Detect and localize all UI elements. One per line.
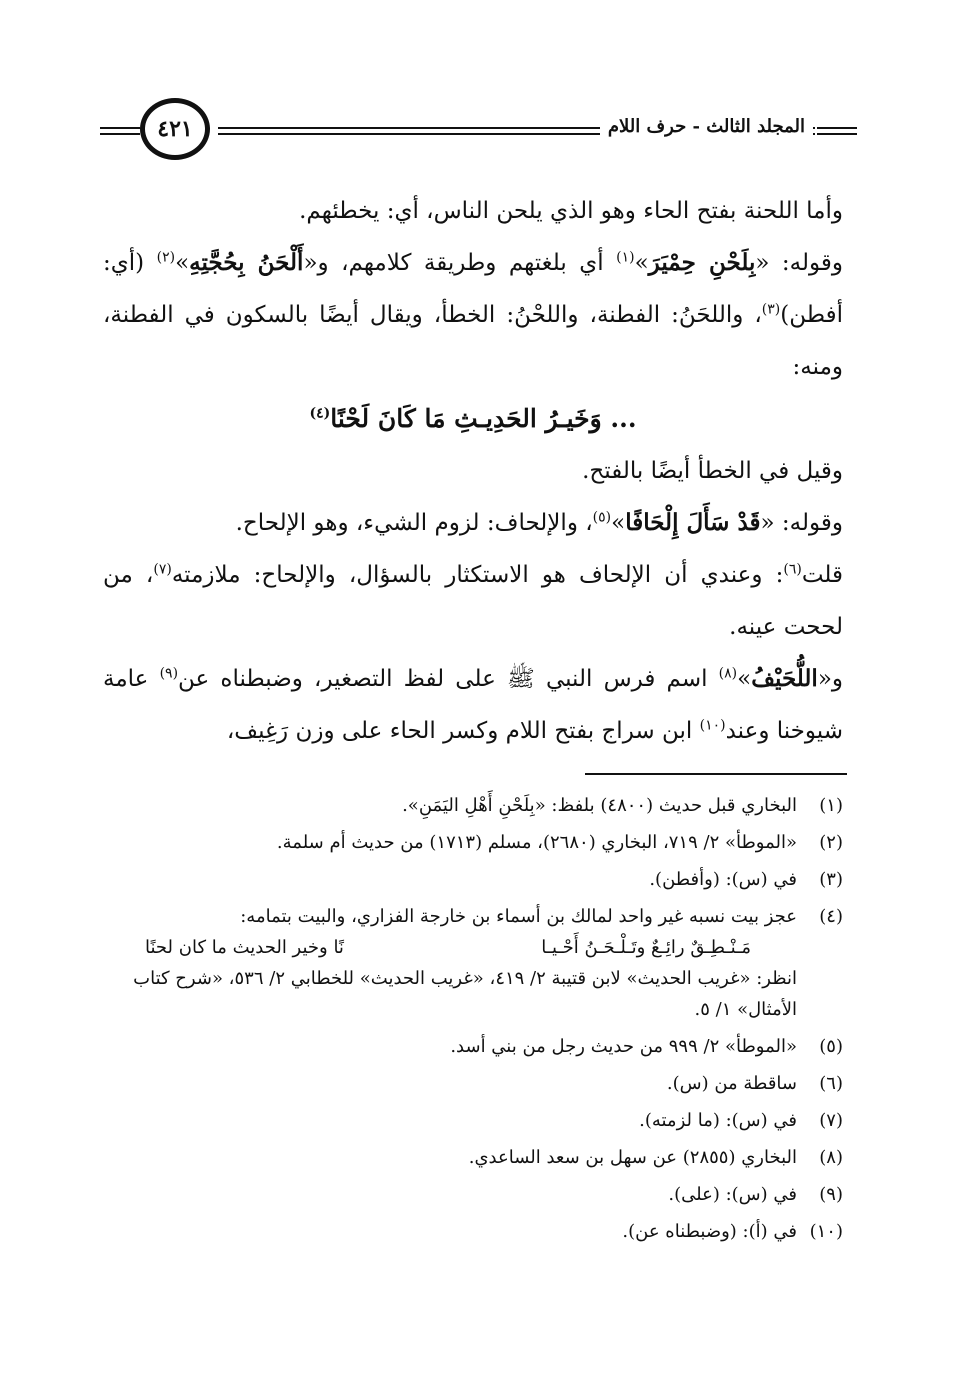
footnote-number: (٩) (819, 1184, 843, 1205)
footnote-ref: (٥) (592, 509, 612, 526)
footnote-text: في (أ): (وضبطناه عن). (622, 1221, 797, 1242)
footnote-number: (٨) (819, 1147, 843, 1168)
footnote-ref: (٨) (718, 665, 738, 682)
footnote-ref: (٦) (783, 561, 802, 578)
footnote-text: البخاري قبل حديث (٤٨٠٠) بلفظ: «بِلَحْنِ أَهْلِ اليَمَنِ». (402, 795, 797, 816)
footnote-number: (٣) (819, 869, 843, 890)
footnote-number: (١) (819, 795, 843, 816)
main-text (103, 185, 843, 757)
running-head: المجلد الثالث - حرف اللام (600, 116, 813, 137)
verse-line: ... وَخَيـرُ الحَدِيـثِ مَا كَانَ لَحْنًا$^{(٤)}$ (309, 404, 637, 433)
header-rule (817, 127, 857, 129)
footnote-number: (١٠) (809, 1221, 843, 1242)
footnote-text: في (س): (ما لزمته). (639, 1110, 797, 1131)
footnote-text: انظر: «غريب الحديث» لابن قتيبة ٢/ ٤١٩، «غريب الحديث» للخطابي ٢/ ٥٣٦، «شرح كتاب الأمثال» ١/ ٥. (133, 968, 797, 1020)
quoted-term: قَدْ سَأَلَ إِلْحَافًا (625, 509, 761, 536)
footnote-text: عجز بيت نسبه غير واحد لمالك بن أسماء بن خارجة الفزاري، والبيت بتمامه: (240, 906, 797, 927)
paragraph: وقوله: «قَدْ سَأَلَ إِلْحَافًا»$^{(٥)}$، والإلحاف: لزوم الشيء، وهو الإلحاح. (235, 509, 843, 536)
footnote-number: (٤) (819, 906, 843, 927)
footnote (105, 1105, 843, 1136)
footnote (105, 1216, 843, 1247)
footnote (105, 1031, 843, 1062)
quoted-term: اللُّحَيْفُ (751, 665, 818, 692)
paragraph: و«اللُّحَيْفُ»$^{(٨)}$ اسم فرس النبي ﷺ على لفظ التصغير، وضبطناه عن$^{(٩)}$ عامة شيوخنا وعند$^{(١٠)}$ ابن سراج بفتح اللام وكسر الحاء على وزن رَغِيف، (103, 665, 843, 744)
header-rule (100, 133, 140, 135)
footnote-number: (٥) (819, 1036, 843, 1057)
footnote-text: «الموطأ» ٢/ ٩٩٩ من حديث رجل من بني أسد. (450, 1036, 797, 1057)
footnote-number: (٢) (819, 832, 843, 853)
footnote-text: في (س): (وأفطن). (649, 869, 797, 890)
footnote (105, 827, 843, 858)
footnote (105, 864, 843, 895)
verse-hemistich: مَـنْـطِـقٌ رائِـعٌ وتَـلْـحَـنُ أَحْـيـا (541, 937, 751, 958)
footnote-number: (٦) (819, 1073, 843, 1094)
footnote-ref: (٤) (309, 405, 331, 422)
paragraph: وأما اللحنة بفتح الحاء وهو الذي يلحن الناس، أي: يخطئهم. (299, 198, 843, 224)
footnotes (105, 790, 843, 1253)
footnote-text: «الموطأ» ٢/ ٧١٩، البخاري (٢٦٨٠)، مسلم (١٧١٣) من حديث أم سلمة. (276, 832, 797, 853)
paragraph: وقوله: «بِلَحْنِ حِمْيَرَ»$^{(١)}$ أي بلغتهم وطريقة كلامهم، و«أَلْحَنُ بِحُجَّتِهِ»$^{(٢)}$ (أي: أفطن)$^{(٣)}$، واللحَنُ: الفطنة، واللحْنُ: الخطأ، ويقال أيضًا بالسكون في الفطنة، ومنه: (103, 249, 843, 380)
quoted-term: بِلَحْنِ حِمْيَرَ (648, 249, 756, 276)
verse-hemistich: نًا وخير الحديث ما كان لحنًا (145, 937, 344, 958)
footnote-text: البخاري (٢٨٥٥) عن سهل بن سعد الساعدي. (468, 1147, 797, 1168)
footnote-ref: (١) (616, 249, 635, 266)
quoted-term: أَلْحَنُ بِحُجَّتِهِ (189, 249, 304, 276)
footnote-ref: (٢) (156, 249, 176, 266)
footnote (105, 1142, 843, 1173)
header-rule (817, 133, 857, 135)
paragraph: قلت$^{(٦)}$: وعندي أن الإلحاف هو الاستكثار بالسؤال، والإلحاح: ملازمته$^{(٧)}$، من لححت عينه. (103, 561, 844, 640)
footnote-ref: (١٠) (699, 717, 726, 734)
paragraph: وقيل في الخطأ أيضًا بالفتح. (582, 458, 843, 484)
footnote (105, 901, 843, 1025)
footnote (105, 1068, 843, 1099)
footnote-text: ساقطة من (س). (666, 1073, 797, 1094)
footnote-number: (٧) (819, 1110, 843, 1131)
footnote (105, 1179, 843, 1210)
footnote-ref: (٧) (153, 561, 172, 578)
footnote-verse (105, 932, 797, 963)
footnote-text: في (س): (على). (668, 1184, 797, 1205)
footnote (105, 790, 843, 821)
footnote-ref: (٣) (761, 301, 781, 318)
page-header (100, 98, 857, 170)
footnote-separator (585, 773, 847, 775)
page-number: ٤٢١ (140, 98, 210, 160)
footnote-ref: (٩) (159, 665, 179, 682)
header-rule (100, 127, 140, 129)
